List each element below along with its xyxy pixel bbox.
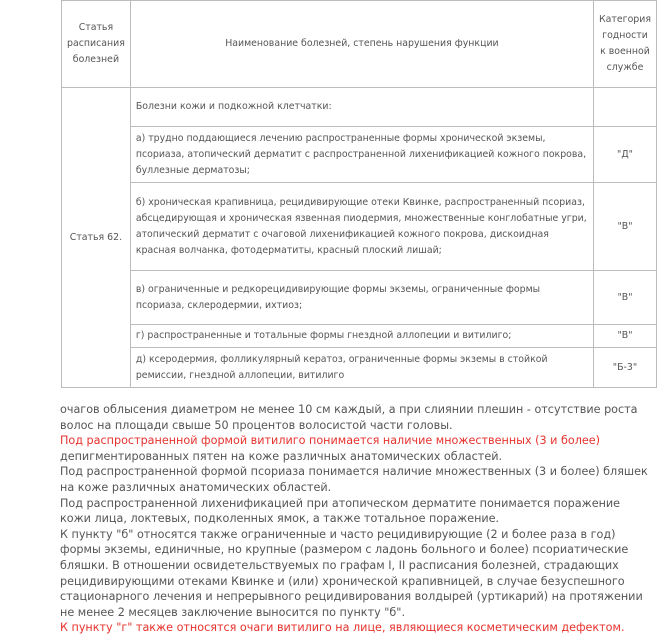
row-a-category: "Д" [594,127,657,183]
table-row [62,325,657,348]
row-b-text: б) хроническая крапивница, рецидивирующие отеки Квинке, распространенный псориаз, абсцедирующая и хроническая язвенная пиодермия, множественные конглобатные угри, атопический дерматит с очаговой лихенификацией кожного покрова, дискоидная красная волчанка, фотодерматиты, красный плоский лишай; [130,183,593,271]
note-lichenification: Под распространенной лихенификацией при атопическом дерматите понимается поражение кожи лица, локтевых, подколенных ямок, а также тотальное поражение. [60,496,621,526]
row-d-text: г) распространенные и тотальные формы гнездной аллопеции и витилиго; [130,325,593,348]
table-row [62,127,657,183]
article-number: Статья 62. [62,88,131,388]
section-category-empty [594,88,657,127]
note-vitiligo-rest: депигментированных пятен на коже различных анатомических областей. [60,449,503,463]
row-a-text: а) трудно поддающиеся лечению распространенные формы хронической экземы, псориаза, атопический дерматит с распространенной лихенификацией кожного покрова, буллезные дерматозы; [130,127,593,183]
table-header-row [62,1,657,88]
table-row [62,271,657,325]
table-row [62,348,657,388]
note-point-g: К пункту "г" также относятся очаги витилиго на лице, являющиеся косметическим дефектом. [60,621,625,635]
row-c-text: в) ограниченные и редкорецидивирующие формы экземы, ограниченные формы псориаза, склеродермии, ихтиоз; [130,271,593,325]
note-psoriasis: Под распространенной формой псориаза понимается наличие множественных (3 и более) бляшек на коже различных анатомических областей. [60,465,648,494]
note-alopecia-continued: очагов облысения диаметром не менее 10 см каждый, а при слиянии плешин - отсутствие роста волос на площади свыше 50 процентов волосистой части головы. [60,403,638,432]
row-d-category: "В" [594,325,657,348]
section-title: Болезни кожи и подкожной клетчатки: [130,88,593,127]
header-article: Статья расписания болезней [62,1,131,88]
table-row [62,183,657,271]
note-vitiligo [60,433,650,464]
notes-section [60,402,650,636]
table-row [62,88,657,127]
note-point-b: К пункту "б" относятся также ограниченные и часто рецидивирующие (2 и более раза в год) формы экземы, единичные, но крупные (размером с ладонь больного и более) псориатические бляшки. В отношении освидетельствуемых по графам I, II расписания болезней, страдающих рецидивирующими отеками Квинке и (или) хронической крапивницей, в случае безуспешного стационарного лечения и непрерывного рецидивирования волдырей (уртикарий) на протяжении не менее 2 месяцев заключение выносится по пункту "б". [60,527,643,619]
disease-schedule-table [61,0,657,388]
note-vitiligo-highlight: Под распространенной формой витилиго понимается наличие множественных (3 и более) [60,434,601,448]
row-b-category: "В" [594,183,657,271]
row-e-category: "Б-3" [594,348,657,388]
header-category: Категория годности к военной службе [594,1,657,88]
header-disease-name: Наименование болезней, степень нарушения функции [130,1,593,88]
row-e-text: д) ксеродермия, фолликулярный кератоз, ограниченные формы экземы в стойкой ремиссии, гнездной аллопеции, витилиго [130,348,593,388]
row-c-category: "В" [594,271,657,325]
